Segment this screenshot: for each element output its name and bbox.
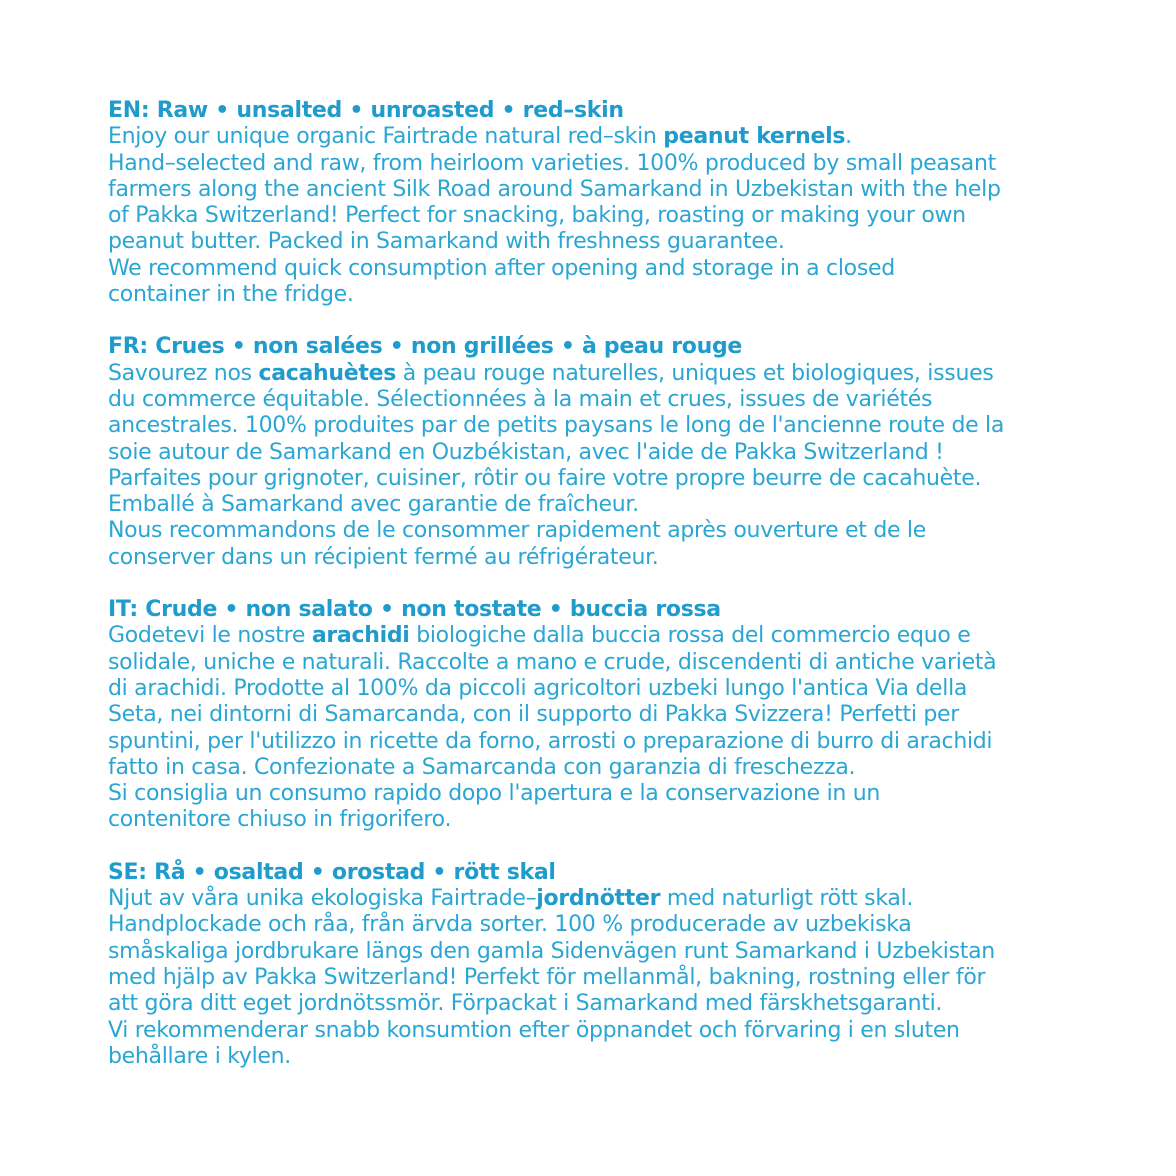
- text-line: [108, 256, 1068, 282]
- text-fragment: farmers along the ancient Silk Road around Samarkand in Uzbekistan with the help: [108, 176, 1001, 202]
- text-fragment: Si consiglia un consumo rapido dopo l'apertura e la conservazione in un: [108, 781, 881, 807]
- text-fragment: Hand–selected and raw, from heirloom varieties. 100% produced by small peasant: [108, 150, 996, 176]
- text-line: [108, 203, 1068, 229]
- section-heading: FR: Crues • non salées • non grillées • à peau rouge: [108, 334, 743, 360]
- text-fragment: Seta, nei dintorni di Samarcanda, con il supporto di Pakka Svizzera! Perfetti per: [108, 702, 959, 728]
- section-en: [108, 98, 1068, 308]
- text-fragment: med naturligt rött skal.: [660, 886, 914, 912]
- text-line: [108, 492, 1068, 518]
- text-fragment: du commerce équitable. Sélectionnées à la main et crues, issues de variétés: [108, 386, 933, 412]
- text-line: [108, 413, 1068, 439]
- text-fragment: Parfaites pour grignoter, cuisiner, rôtir ou faire votre propre beurre de cacahuète.: [108, 465, 982, 491]
- text-fragment: spuntini, per l'utilizzo in ricette da forno, arrosti o preparazione di burro di arachidi: [108, 728, 993, 754]
- text-line: [108, 177, 1068, 203]
- text-fragment: behållare i kylen.: [108, 1043, 291, 1069]
- text-fragment: med hjälp av Pakka Switzerland! Perfekt för mellanmål, bakning, rostning eller för: [108, 964, 986, 990]
- section-fr: [108, 334, 1068, 571]
- text-line: [108, 545, 1068, 571]
- text-line: [108, 729, 1068, 755]
- text-line: [108, 886, 1068, 912]
- text-fragment: Handplockade och råa, från ärvda sorter. 100 % producerade av uzbekiska: [108, 912, 912, 938]
- text-line: [108, 282, 1068, 308]
- text-line: [108, 650, 1068, 676]
- text-fragment: småskaliga jordbrukare längs den gamla Sidenvägen runt Samarkand i Uzbekistan: [108, 938, 995, 964]
- text-fragment: ancestrales. 100% produites par de petits paysans le long de l'ancienne route de la: [108, 413, 1005, 439]
- text-fragment: biologiche dalla buccia rossa del commercio equo e: [409, 623, 971, 649]
- text-line: [108, 676, 1068, 702]
- text-line: [108, 361, 1068, 387]
- text-line: [108, 229, 1068, 255]
- text-fragment: of Pakka Switzerland! Perfect for snacking, baking, roasting or making your own: [108, 203, 966, 229]
- text-fragment: soie autour de Samarkand en Ouzbékistan, avec l'aide de Pakka Switzerland !: [108, 439, 944, 465]
- text-fragment: contenitore chiuso in frigorifero.: [108, 807, 452, 833]
- section-heading: SE: Rå • osaltad • orostad • rött skal: [108, 859, 556, 885]
- product-description-page: [108, 98, 1068, 1096]
- section-heading: IT: Crude • non salato • non tostate • buccia rossa: [108, 597, 721, 623]
- product-keyword: peanut kernels: [663, 124, 846, 150]
- text-fragment: peanut butter. Packed in Samarkand with freshness guarantee.: [108, 229, 785, 255]
- text-fragment: Godetevi le nostre: [108, 623, 312, 649]
- text-line: [108, 1018, 1068, 1044]
- text-line: [108, 440, 1068, 466]
- text-fragment: Enjoy our unique organic Fairtrade natural red–skin: [108, 124, 664, 150]
- product-keyword: jordnötter: [536, 886, 661, 912]
- text-line: [108, 939, 1068, 965]
- text-line: [108, 466, 1068, 492]
- text-line: [108, 702, 1068, 728]
- text-fragment: att göra ditt eget jordnötssmör. Förpackat i Samarkand med färskhetsgaranti.: [108, 991, 943, 1017]
- text-line: [108, 912, 1068, 938]
- text-fragment: Nous recommandons de le consommer rapidement après ouverture et de le: [108, 518, 926, 544]
- text-line: [108, 781, 1068, 807]
- text-fragment: container in the fridge.: [108, 282, 354, 308]
- text-fragment: We recommend quick consumption after opening and storage in a closed: [108, 255, 895, 281]
- text-line: [108, 151, 1068, 177]
- text-fragment: di arachidi. Prodotte al 100% da piccoli agricoltori uzbeki lungo l'antica Via della: [108, 675, 968, 701]
- text-fragment: à peau rouge naturelles, uniques et biologiques, issues: [396, 360, 994, 386]
- section-heading: EN: Raw • unsalted • unroasted • red–skin: [108, 98, 624, 123]
- text-line: [108, 518, 1068, 544]
- text-fragment: conserver dans un récipient fermé au réfrigérateur.: [108, 544, 659, 570]
- text-fragment: Emballé à Samarkand avec garantie de fraîcheur.: [108, 492, 639, 518]
- text-line: [108, 1044, 1068, 1070]
- section-se: [108, 860, 1068, 1070]
- product-keyword: arachidi: [311, 623, 410, 649]
- product-keyword: cacahuètes: [258, 360, 397, 386]
- text-fragment: Vi rekommenderar snabb konsumtion efter öppnandet och förvaring i en sluten: [108, 1017, 960, 1043]
- text-fragment: solidale, uniche e naturali. Raccolte a mano e crude, discendenti di antiche varietà: [108, 649, 997, 675]
- text-line: [108, 623, 1068, 649]
- text-line: [108, 991, 1068, 1017]
- text-line: [108, 965, 1068, 991]
- text-line: [108, 124, 1068, 150]
- text-fragment: .: [845, 124, 852, 150]
- text-line: [108, 807, 1068, 833]
- text-line: [108, 755, 1068, 781]
- text-fragment: Njut av våra unika ekologiska Fairtrade–: [108, 886, 537, 912]
- text-fragment: Savourez nos: [108, 360, 259, 386]
- text-fragment: fatto in casa. Confezionate a Samarcanda con garanzia di freschezza.: [108, 754, 856, 780]
- text-line: [108, 387, 1068, 413]
- section-it: [108, 597, 1068, 834]
